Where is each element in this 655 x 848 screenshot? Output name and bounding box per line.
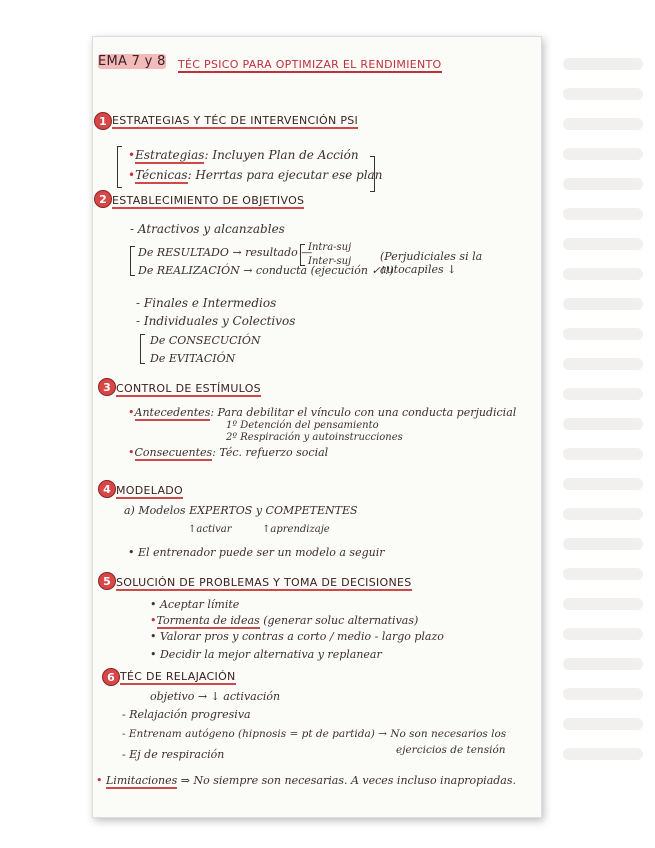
final-intermediate-line: - Finales e Intermedios: [136, 296, 277, 310]
section-5-badge: 5: [98, 572, 116, 590]
antecedents-line: •Antecedentes: Para debilitar el vínculo con una conducta perjudicial: [128, 406, 517, 419]
brainstorm-line: •Tormenta de ideas (generar soluc alternativas): [150, 614, 419, 627]
progressive-relaxation: - Relajación progresiva: [122, 708, 251, 721]
topic-number: EMA 7 y 8: [98, 54, 166, 69]
section-2-badge: 2: [94, 190, 112, 208]
inter-subject: Inter-suj: [308, 256, 352, 267]
pros-cons-line: • Valorar pros y contras a corto / medio - largo plazo: [150, 630, 444, 643]
accept-limit-line: • Aceptar límite: [150, 598, 240, 611]
section-4-heading: MODELADO: [116, 484, 184, 497]
section-5-heading: SOLUCIÓN DE PROBLEMAS Y TOMA DE DECISIONES: [116, 576, 412, 589]
section-6-heading: TÉC DE RELAJACIÓN: [120, 670, 236, 683]
achievement-line: De CONSECUCIÓN: [150, 334, 261, 347]
result-goal-line: De RESULTADO → resultado —: [138, 246, 313, 259]
autogenic-training: - Entrenam autógeno (hipnosis = pt de partida) → No son necesarios los: [122, 728, 507, 740]
models-line: a) Modelos EXPERTOS y COMPETENTES: [124, 504, 358, 517]
bracket: [300, 244, 305, 266]
section-1-heading: ESTRATEGIAS Y TÉC DE INTERVENCIÓN PSI: [112, 114, 359, 127]
thought-stopping: 1º Detención del pensamiento: [226, 420, 379, 431]
attractive-line: - Atractivos y alcanzables: [130, 222, 285, 236]
harmful-note: (Perjudiciales si la autocapiles ↓: [380, 250, 483, 276]
techniques-line: •Técnicas: Herrtas para ejecutar ese plan: [128, 168, 383, 182]
section-3-heading: CONTROL DE ESTÍMULOS: [116, 382, 261, 395]
section-2-heading: ESTABLECIMIENTO DE OBJETIVOS: [112, 194, 305, 207]
breathing-exercise: - Ej de respiración: [122, 748, 225, 761]
tension-exercises: ejercicios de tensión: [396, 744, 506, 756]
limitations-line: • Limitaciones ⇒ No siempre son necesarias. A veces incluso inapropiadas.: [96, 774, 517, 787]
bleed-through-page: [545, 40, 655, 820]
activate-note: ↑activar: [188, 524, 232, 535]
section-3-badge: 3: [98, 378, 116, 396]
bracket: [140, 334, 145, 364]
learning-note: ↑aprendizaje: [262, 524, 330, 535]
bracket: [117, 146, 122, 188]
section-4-badge: 4: [98, 480, 116, 498]
breathing-instructions: 2º Respiración y autoinstrucciones: [226, 432, 403, 443]
section-6-badge: 6: [102, 668, 120, 686]
bracket: [130, 246, 135, 276]
decide-line: • Decidir la mejor alternativa y replanear: [150, 648, 382, 661]
section-1-badge: 1: [94, 112, 112, 130]
avoidance-line: De EVITACIÓN: [150, 352, 236, 365]
page-title: TÉC PSICO PARA OPTIMIZAR EL RENDIMIENTO: [178, 58, 442, 71]
coach-model-line: • El entrenador puede ser un modelo a seguir: [128, 546, 385, 559]
individual-collective-line: - Individuales y Colectivos: [136, 314, 296, 328]
relaxation-goal: objetivo → ↓ activación: [150, 690, 281, 703]
performance-goal-line: De REALIZACIÓN → conducta (ejecución ✓!!): [138, 264, 394, 277]
strategies-line: •Estrategias: Incluyen Plan de Acción: [128, 148, 359, 162]
consequences-line: •Consecuentes: Téc. refuerzo social: [128, 446, 329, 459]
intra-subject: Intra-suj: [308, 242, 352, 253]
